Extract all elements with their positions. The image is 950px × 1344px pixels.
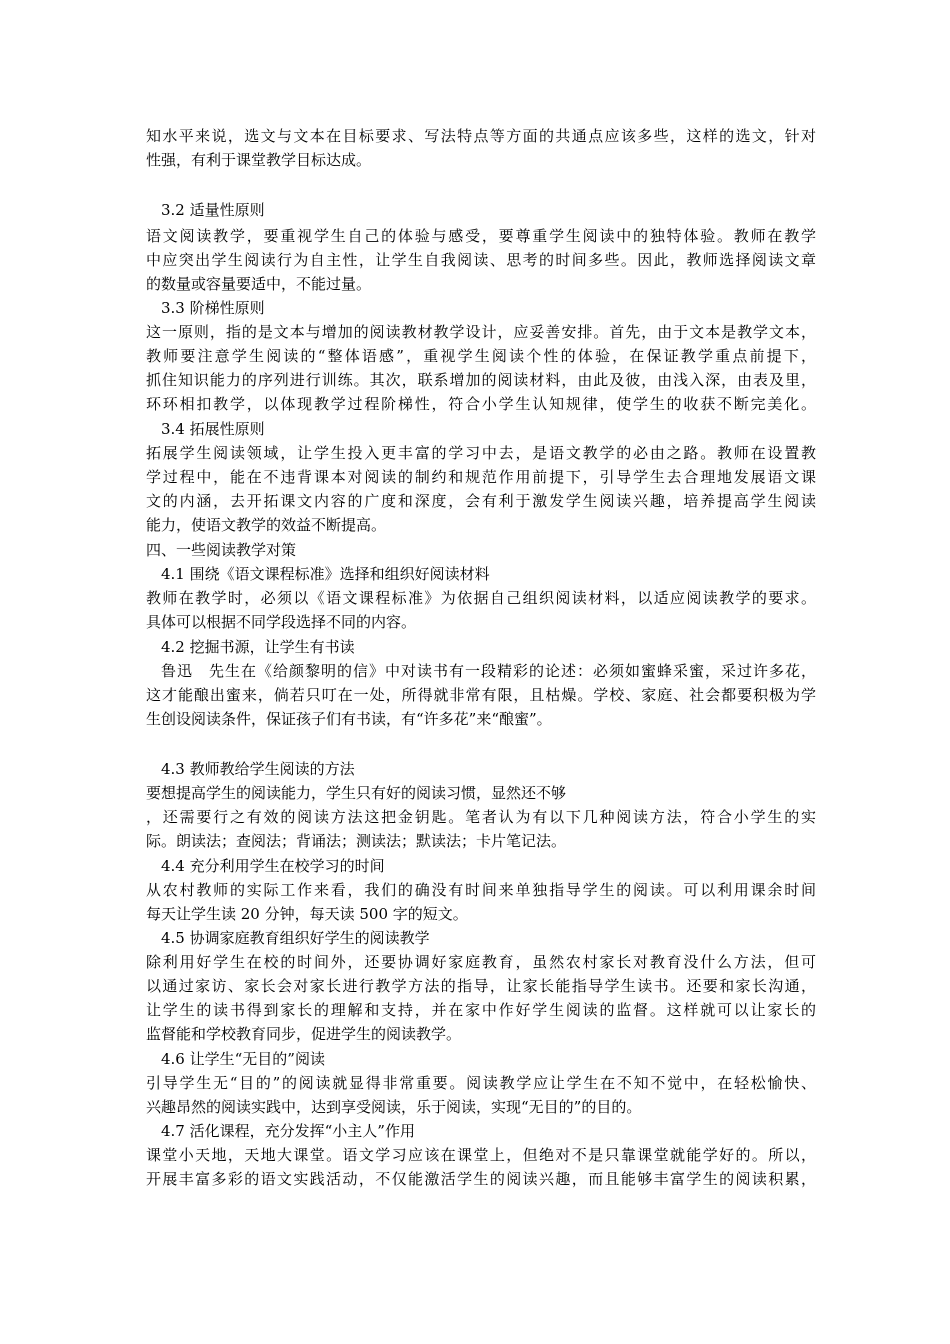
- body-text-line: 教师要注意学生阅读的“整体语感”，重视学生阅读个性的体验，在保证教学重点前提下，: [146, 347, 816, 365]
- body-text-line: 开展丰富多彩的语文实践活动，不仅能激活学生的阅读兴趣，而且能够丰富学生的阅读积累，: [146, 1170, 816, 1188]
- body-text-line: 能力，使语文教学的效益不断提高。: [146, 516, 387, 534]
- body-text-line: 以通过家访、家长会对家长进行教学方法的指导，让家长能指导学生读书。还要和家长沟通，: [146, 977, 816, 995]
- section-heading: 4.6 让学生“无目的”阅读: [161, 1050, 325, 1068]
- body-text-line: 兴趣昂然的阅读实践中，达到享受阅读，乐于阅读，实现“无目的”的目的。: [146, 1098, 642, 1116]
- body-text-line: 监督能和学校教育同步，促进学生的阅读教学。: [146, 1025, 462, 1043]
- section-heading: 4.5 协调家庭教育组织好学生的阅读教学: [161, 929, 430, 947]
- body-text-line: 环环相扣教学，以体现教学过程阶梯性，符合小学生认知规律，使学生的收获不断完美化。: [146, 395, 816, 413]
- body-text-line: 课堂小天地，天地大课堂。语文学习应该在课堂上，但绝对不是只靠课堂就能学好的。所以，: [146, 1146, 816, 1164]
- body-text-line: 知水平来说，选文与文本在目标要求、写法特点等方面的共通点应该多些，这样的选文，针对: [146, 127, 816, 145]
- body-text-line: 文的内涵，去开拓课文内容的广度和深度，会有利于激发学生阅读兴趣，培养提高学生阅读: [146, 492, 816, 510]
- section-heading: 4.3 教师教给学生阅读的方法: [161, 760, 355, 778]
- body-text-line: 从农村教师的实际工作来看，我们的确没有时间来单独指导学生的阅读。可以利用课余时间: [146, 881, 816, 899]
- body-text-line: 鲁迅 先生在《给颜黎明的信》中对读书有一段精彩的论述：必须如蜜蜂采蜜，采过许多花，: [161, 662, 816, 680]
- body-text-line: 学过程中，能在不违背课本对阅读的制约和规范作用前提下，引导学生去合理地发展语文课: [146, 468, 816, 486]
- body-text-line: 抓住知识能力的序列进行训练。其次，联系增加的阅读材料，由此及彼，由浅入深，由表及里，: [146, 371, 816, 389]
- body-text-line: 生创设阅读条件，保证孩子们有书读，有“许多花”来“酿蜜”。: [146, 710, 552, 728]
- body-text-line: 际。朗读法；查阅法；背诵法；测读法；默读法；卡片笔记法。: [146, 832, 567, 850]
- chapter-heading: 四、一些阅读教学对策: [146, 541, 297, 559]
- body-text-line: 让学生的读书得到家长的理解和支持，并在家中作好学生阅读的监督。这样就可以让家长的: [146, 1001, 816, 1019]
- body-text-line: 要想提高学生的阅读能力，学生只有好的阅读习惯，显然还不够: [146, 784, 567, 802]
- body-text-line: 语文阅读教学，要重视学生自己的体验与感受，要尊重学生阅读中的独特体验。教师在教学: [146, 227, 816, 245]
- body-text-line: 的数量或容量要适中，不能过量。: [146, 275, 372, 293]
- body-text-line: 性强，有利于课堂教学目标达成。: [146, 151, 372, 169]
- body-text-line: 除利用好学生在校的时间外，还要协调好家庭教育，虽然农村家长对教育没什么方法，但可: [146, 953, 816, 971]
- section-heading: 4.2 挖掘书源，让学生有书读: [161, 638, 355, 656]
- section-heading: 3.3 阶梯性原则: [161, 299, 265, 317]
- section-heading: 4.4 充分利用学生在校学习的时间: [161, 857, 385, 875]
- body-text-line: 每天让学生读 20 分钟，每天读 500 字的短文。: [146, 905, 468, 923]
- body-text-line: 这一原则，指的是文本与增加的阅读教材教学设计，应妥善安排。首先，由于文本是教学文本，: [146, 323, 816, 341]
- section-heading: 4.7 活化课程，充分发挥“小主人”作用: [161, 1122, 415, 1140]
- section-heading: 4.1 围绕《语文课程标准》选择和组织好阅读材料: [161, 565, 490, 583]
- body-text-line: 中应突出学生阅读行为自主性，让学生自我阅读、思考的时间多些。因此，教师选择阅读文章: [146, 251, 816, 269]
- body-text-line: 具体可以根据不同学段选择不同的内容。: [146, 613, 417, 631]
- body-text-line: 引导学生无“目的”的阅读就显得非常重要。阅读教学应让学生在不知不觉中，在轻松愉快、: [146, 1074, 816, 1092]
- body-text-line: 拓展学生阅读领域，让学生投入更丰富的学习中去，是语文教学的必由之路。教师在设置教: [146, 444, 816, 462]
- section-heading: 3.2 适量性原则: [161, 201, 265, 219]
- body-text-line: 教师在教学时，必须以《语文课程标准》为依据自己组织阅读材料，以适应阅读教学的要求。: [146, 589, 816, 607]
- body-text-line: 这才能酿出蜜来，倘若只叮在一处，所得就非常有限，且枯燥。学校、家庭、社会都要积极为学: [146, 686, 816, 704]
- body-text-line: ，还需要行之有效的阅读方法这把金钥匙。笔者认为有以下几种阅读方法，符合小学生的实: [146, 808, 816, 826]
- section-heading: 3.4 拓展性原则: [161, 420, 265, 438]
